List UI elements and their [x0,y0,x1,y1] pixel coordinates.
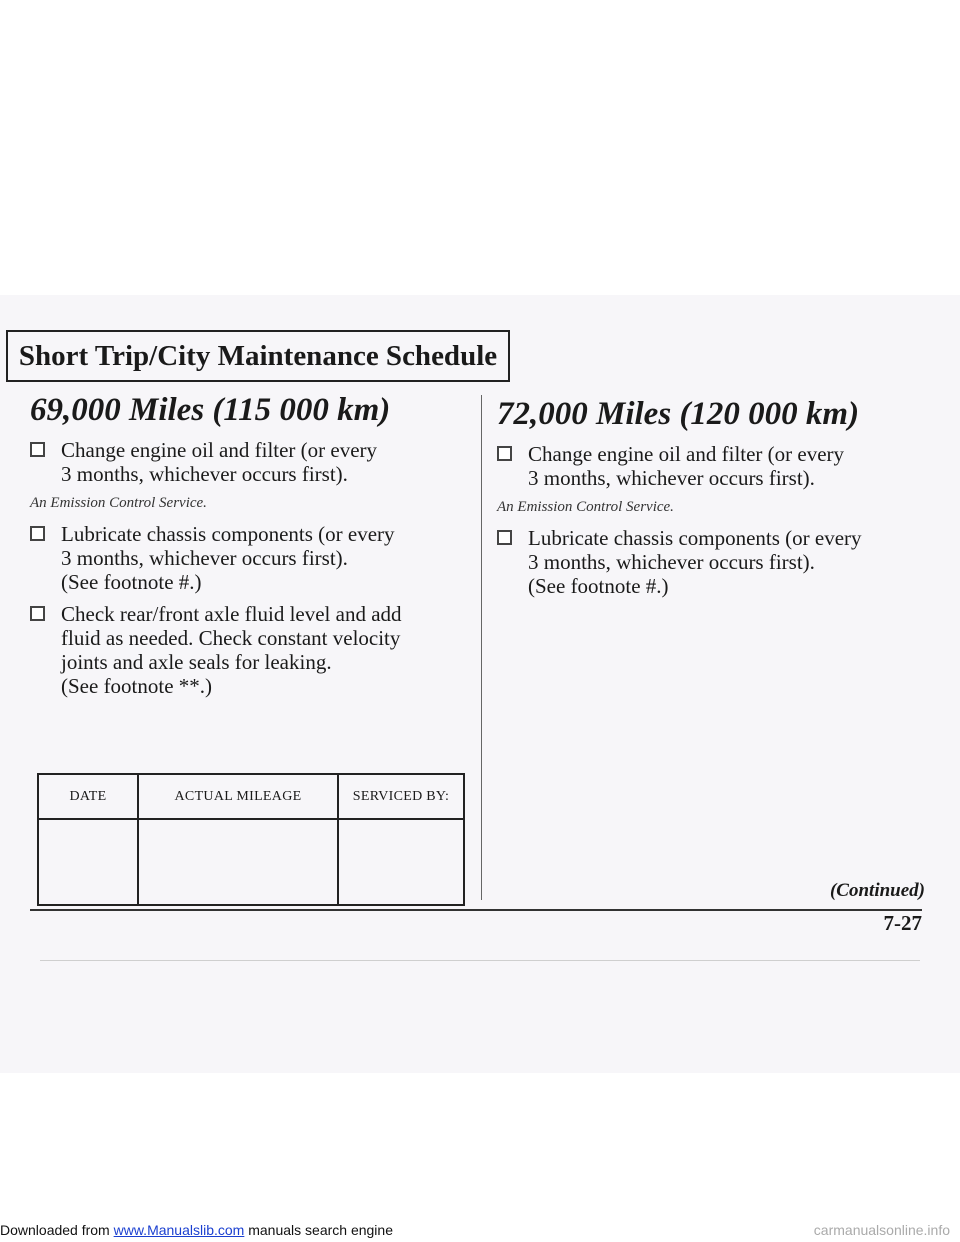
table-header-serviced-by: SERVICED BY: [338,774,464,819]
checklist-item[interactable]: Change engine oil and filter (or every 3 months, whichever occurs first). [497,442,937,490]
checkbox-icon[interactable] [30,606,45,621]
table-header-date: DATE [38,774,138,819]
continued-label: (Continued) [829,880,925,901]
page-number: 7-27 [883,911,922,935]
table-cell-mileage[interactable] [138,819,338,905]
checkbox-icon[interactable] [497,446,512,461]
table-cell-serviced-by[interactable] [338,819,464,905]
checklist-item[interactable]: Change engine oil and filter (or every 3 months, whichever occurs first). [30,438,475,486]
column-divider [481,395,482,900]
page-title: Short Trip/City Maintenance Schedule [6,330,510,382]
checklist-item[interactable]: Lubricate chassis components (or every 3 months, whichever occurs first). (See footnote #.) [497,526,937,598]
download-credit: Downloaded from www.Manualslib.com manuals search engine [0,1222,393,1238]
manualslib-link[interactable]: www.Manualslib.com [113,1222,245,1238]
mileage-heading-left: 69,000 Miles (115 000 km) [30,392,391,428]
emission-note: An Emission Control Service. [30,495,207,511]
checklist-item[interactable]: Check rear/front axle fluid level and add fluid as needed. Check constant velocity joints and axle seals for leaking. (See footnote **.) [30,602,475,698]
footer-rule [30,909,922,911]
watermark: carmanualsonline.info [813,1222,950,1238]
service-record-table [37,773,465,906]
checklist-item[interactable]: Lubricate chassis components (or every 3 months, whichever occurs first). (See footnote #.) [30,522,475,594]
table-header-mileage: ACTUAL MILEAGE [138,774,338,819]
checkbox-icon[interactable] [30,526,45,541]
checkbox-icon[interactable] [497,530,512,545]
column-left [30,390,475,702]
checkbox-icon[interactable] [30,442,45,457]
mileage-heading-right: 72,000 Miles (120 000 km) [497,396,860,432]
emission-note: An Emission Control Service. [497,499,674,515]
scan-artifact-line [40,960,920,961]
table-cell-date[interactable] [38,819,138,905]
column-right [497,390,937,602]
